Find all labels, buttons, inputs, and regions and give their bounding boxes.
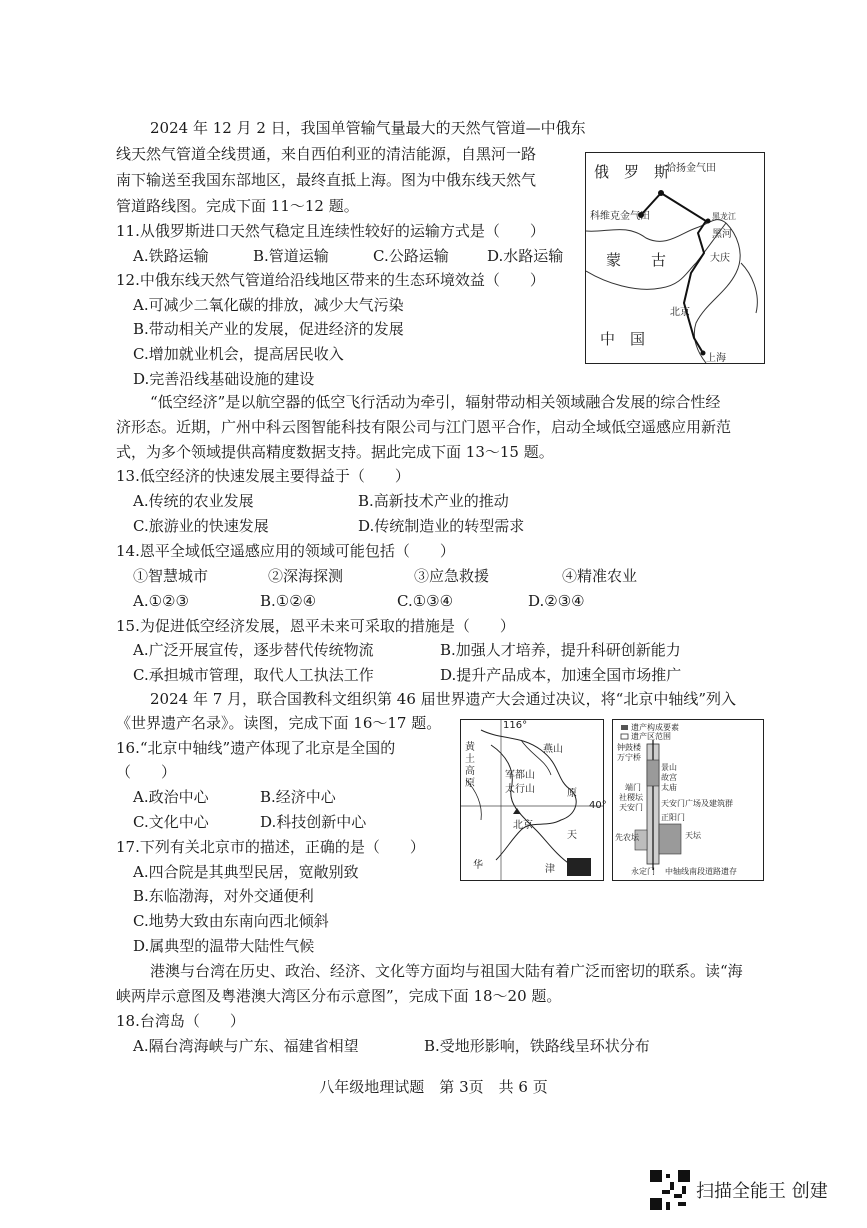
map1-russia-label: 俄 罗 斯 xyxy=(594,163,670,181)
q17-stem: 17.下列有关北京市的描述，正确的是（ ） xyxy=(116,838,425,856)
map2-plain-label: 原 xyxy=(567,788,577,799)
q13-option-c[interactable]: C.旅游业的快速发展 xyxy=(133,517,269,535)
q15-option-d[interactable]: D.提升产品成本，加速全国市场推广 xyxy=(440,666,682,684)
map3-wanningqiao-label: 万宁桥 xyxy=(617,753,641,762)
map1-daqing-label: 大庆 xyxy=(710,253,730,264)
qr-code-icon xyxy=(650,1170,690,1210)
intro3-line2: 《世界遗产名录》。读图，完成下面 16～17 题。 xyxy=(116,714,442,732)
intro2-line1: “低空经济”是以航空器的低空飞行活动为牵引，辐射带动相关领域融合发展的综合性经 xyxy=(150,393,721,411)
map1-border-label: 黑龙江 xyxy=(712,212,736,221)
map2-yanshan-label: 燕山 xyxy=(543,744,563,755)
intro3-line1: 2024 年 7 月，联合国教科文组织第 46 届世界遗产大会通过决议，将“北京中轴线”列入 xyxy=(150,690,736,708)
q15-stem: 15.为促进低空经济发展，恩平未来可采取的措施是（ ） xyxy=(116,617,515,635)
intro1-line3: 南下输送至我国东部地区，最终直抵上海。图为中俄东线天然气 xyxy=(116,171,537,189)
q16-option-b[interactable]: B.经济中心 xyxy=(260,788,336,806)
q13-option-d[interactable]: D.传统制造业的转型需求 xyxy=(358,517,525,535)
map3-duanmen-label: 端门 xyxy=(625,783,641,792)
map3-xiannongtan-label: 先农坛 xyxy=(615,833,639,842)
q12-option-d[interactable]: D.完善沿线基础设施的建设 xyxy=(133,370,315,388)
map2-plateau-label: 黄土高原 xyxy=(465,742,475,789)
q13-option-b[interactable]: B.高新技术产业的推动 xyxy=(358,492,509,510)
map2-jundushan-label: 军都山 xyxy=(505,770,535,781)
q14-option-d[interactable]: D.②③④ xyxy=(528,592,585,610)
q14-item-3: ③应急救援 xyxy=(414,567,490,585)
page-footer: 八年级地理试题 第 3页 共 6 页 xyxy=(319,1078,548,1096)
q16-option-a[interactable]: A.政治中心 xyxy=(133,788,209,806)
map3-ruins-label: 中轴线南段道路遗存 xyxy=(665,867,737,876)
q16-option-d[interactable]: D.科技创新中心 xyxy=(260,813,367,831)
map3-sheji-label: 社稷坛 xyxy=(619,793,643,802)
map3-tiantan-label: 天坛 xyxy=(685,831,701,840)
map3-tiananmen-label: 天安门 xyxy=(619,803,643,812)
intro1-line2: 线天然气管道全线贯通，来自西伯利亚的清洁能源，自黑河一路 xyxy=(116,145,537,163)
q17-option-c[interactable]: C.地势大致由东南向西北倾斜 xyxy=(133,912,329,930)
intro4-line2: 峡两岸示意图及粤港澳大湾区分布示意图”，完成下面 18～20 题。 xyxy=(116,987,562,1005)
q14-item-1: ①智慧城市 xyxy=(133,567,209,585)
intro1-line4: 管道路线图。完成下面 11～12 题。 xyxy=(116,197,359,215)
q11-option-b[interactable]: B.管道运输 xyxy=(253,247,329,265)
q16-option-c[interactable]: C.文化中心 xyxy=(133,813,209,831)
beijing-terrain-map xyxy=(460,719,607,881)
q15-option-a[interactable]: A.广泛开展宣传，逐步替代传统物流 xyxy=(133,641,374,659)
central-axis-map xyxy=(612,719,764,881)
pipeline-map xyxy=(585,152,765,364)
map2-tian-label: 天 xyxy=(567,830,577,841)
scanner-watermark xyxy=(650,1170,828,1210)
map1-field1-label: 恰扬金气田 xyxy=(666,163,716,174)
map3-jingshan-label: 景山 xyxy=(661,763,677,772)
q14-stem: 14.恩平全域低空遥感应用的领域可能包括（ ） xyxy=(116,542,455,560)
q18-stem: 18.台湾岛（ ） xyxy=(116,1012,245,1030)
q12-option-c[interactable]: C.增加就业机会，提高居民收入 xyxy=(133,345,344,363)
q17-option-a[interactable]: A.四合院是其典型民居，宽敞别致 xyxy=(133,863,359,881)
map3-taimiao-label: 太庙 xyxy=(661,783,677,792)
q12-option-a[interactable]: A.可减少二氧化碳的排放，减少大气污染 xyxy=(133,296,404,314)
map1-china-label: 中 国 xyxy=(600,330,646,348)
map2-lat-label: 40° xyxy=(589,800,607,811)
map3-tiananmenplace-label: 天安门广场及建筑群 xyxy=(661,799,733,808)
map2-beijing-label: 北京 xyxy=(513,820,533,831)
map3-legend2-label: 遗产区范围 xyxy=(631,732,671,741)
q18-option-b[interactable]: B.受地形影响，铁路线呈环状分布 xyxy=(424,1037,650,1055)
q14-item-2: ②深海探测 xyxy=(268,567,344,585)
map1-shanghai-label: 上海 xyxy=(706,353,726,364)
q12-option-b[interactable]: B.带动相关产业的发展，促进经济的发展 xyxy=(133,320,404,338)
q15-option-b[interactable]: B.加强人才培养，提升科研创新能力 xyxy=(440,641,681,659)
q18-option-a[interactable]: A.隔台湾海峡与广东、福建省相望 xyxy=(133,1037,359,1055)
watermark-text: 扫描全能王 创建 xyxy=(696,1181,828,1202)
q14-option-c[interactable]: C.①③④ xyxy=(397,592,454,610)
map2-taihang-label: 太行山 xyxy=(505,784,535,795)
map1-field2-label: 科维克金气田 xyxy=(590,211,650,222)
intro1-line1: 2024 年 12 月 2 日，我国单管输气量最大的天然气管道—中俄东 xyxy=(150,119,586,137)
map3-zhengyangmen-label: 正阳门 xyxy=(661,813,685,822)
q11-option-a[interactable]: A.铁路运输 xyxy=(133,247,209,265)
q16-stem-bracket: （ ） xyxy=(116,763,177,781)
q12-stem: 12.中俄东线天然气管道给沿线地区带来的生态环境效益（ ） xyxy=(116,271,545,289)
intro2-line3: 式，为多个领域提供高精度数据支持。据此完成下面 13～15 题。 xyxy=(116,443,554,461)
q14-option-a[interactable]: A.①②③ xyxy=(133,592,189,610)
q11-stem: 11.从俄罗斯进口天然气稳定且连续性较好的运输方式是（ ） xyxy=(116,222,545,240)
q13-option-a[interactable]: A.传统的农业发展 xyxy=(133,492,254,510)
map1-mongolia-label: 蒙 古 xyxy=(606,251,667,269)
q11-option-c[interactable]: C.公路运输 xyxy=(373,247,449,265)
map3-yongdingmen-label: 永定门 xyxy=(631,867,655,876)
intro2-line2: 济形态。近期，广州中科云图智能科技有限公司与江门恩平合作，启动全域低空遥感应用新范 xyxy=(116,418,732,436)
q14-item-4: ④精准农业 xyxy=(562,567,638,585)
q17-option-d[interactable]: D.属典型的温带大陆性气候 xyxy=(133,937,315,955)
map1-heihe-label: 黑河 xyxy=(712,229,732,240)
q15-option-c[interactable]: C.承担城市管理，取代人工执法工作 xyxy=(133,666,374,684)
q17-option-b[interactable]: B.东临渤海，对外交通便利 xyxy=(133,887,314,905)
map2-jin-label: 津 xyxy=(545,864,555,875)
map3-zhonggulou-label: 钟鼓楼 xyxy=(617,743,641,752)
map3-legend1-label: 遗产构成要素 xyxy=(631,723,679,732)
q16-stem: 16.“北京中轴线”遗产体现了北京是全国的 xyxy=(116,739,396,757)
map3-gugong-label: 故宫 xyxy=(661,773,677,782)
intro4-line1: 港澳与台湾在历史、政治、经济、文化等方面均与祖国大陆有着广泛而密切的联系。读“海 xyxy=(150,962,743,980)
q14-option-b[interactable]: B.①②④ xyxy=(260,592,317,610)
q11-option-d[interactable]: D.水路运输 xyxy=(487,247,564,265)
map1-beijing-label: 北京 xyxy=(670,307,690,318)
q13-stem: 13.低空经济的快速发展主要得益于（ ） xyxy=(116,467,410,485)
map2-hua-label: 华 xyxy=(473,860,483,871)
map2-lon-label: 116° xyxy=(503,720,528,731)
